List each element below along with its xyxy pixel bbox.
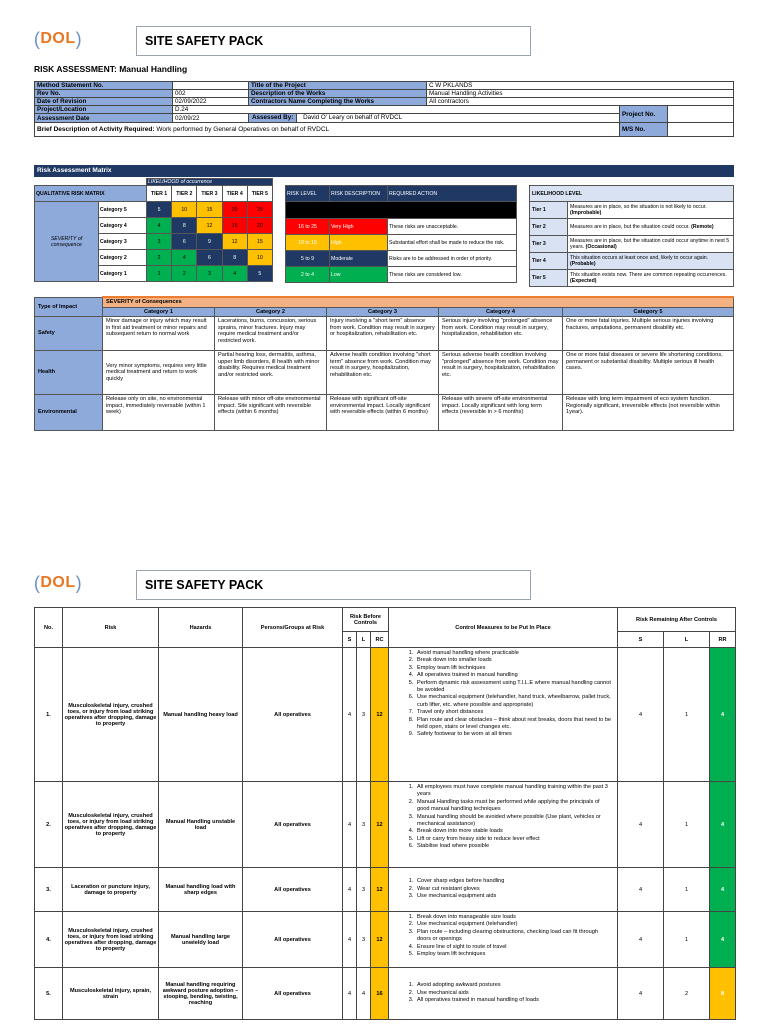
matrix-cell: 12 [197,218,222,234]
matrix-cell: 10 [247,250,272,266]
project-loc-label: Project/Location [35,106,173,114]
rev-value: 002 [173,90,249,98]
risk-level-header: RISK LEVEL [286,186,330,202]
sev-cell: Serious adverse health condition involving "prolonged" absence from work. Condition may result in surgery, hospitalization, rehabilitation etc. [439,351,563,395]
rev-label: Rev No. [35,90,173,98]
risk-desc: Very High [330,219,388,235]
col-persons: Persons/Groups at Risk [243,608,343,648]
likelihood-occurrence-label: LIKELIHOOD of occurrence [147,179,273,186]
category-label: Category 4 [99,218,147,234]
tier-header: TIER 1 [147,186,172,202]
matrix-cell: 4 [147,218,172,234]
matrix-cell: 3 [197,266,222,282]
matrix-cell: 4 [222,266,247,282]
risk-level: 10 to 15 [286,235,330,251]
risk-desc: High [330,235,388,251]
risk-level: 16 to 25 [286,219,330,235]
sev-cell: One or more fatal injuries. Multiple serious injuries involving fractures, amputations, permanent disability etc. [563,317,734,351]
sev-category-header: Category 1 [103,307,215,317]
tier-header: TIER 5 [247,186,272,202]
matrix-cell: 12 [222,234,247,250]
table-row: 3. Laceration or puncture injury, damage to property Manual handling load with sharp edges All operatives 4 3 12 1. Cover sharp edges before handling 2. Wear cut resistant gloves 3. Use mechanical equipment aids 4 1 4 [35,868,736,912]
risk-level-table [285,185,517,283]
severity-consequences-header: SEVERITY of Consequences [103,297,734,307]
severity-label: SEVERITY of consequence [35,202,99,282]
header-table [34,81,734,137]
sev-cell: Minor damage or injury which may result in first aid treatment or minor repairs and subsequent return to normal work [103,317,215,351]
matrix-cell: 6 [197,250,222,266]
ms-no-value [668,123,734,137]
sev-cell: Injury involving a "short term" absence from work. Condition may result in surgery or hospitalization, rehabilitation etc. [327,317,439,351]
matrix-cell: 8 [222,250,247,266]
matrix-cell: 2 [172,266,197,282]
risk-table [34,607,736,1020]
matrix-cell: 9 [197,234,222,250]
sev-cell: Serious injury involving "prolonged" absence from work. Condition may result in surgery, hospitalization, rehabilitation etc. [439,317,563,351]
severity-table [34,296,734,431]
col-risk-before: Risk Before Controls [343,608,389,632]
impact-type: Health [35,351,103,395]
sev-cell: Very minor symptoms, requires very little medical treatment and return to work quickly [103,351,215,395]
risk-desc-header: RISK DESCRIPTION [330,186,388,202]
date-rev-label: Date of Revision [35,98,173,106]
col-s2: S [618,632,664,648]
tier-label: Tier 3 [530,236,568,253]
sev-category-header: Category 5 [563,307,734,317]
sev-category-header: Category 3 [327,307,439,317]
risk-matrix [34,178,273,282]
sev-cell: Lacerations, burns, concussion, serious sprains, minor fractures. Injury may require medical treatment and/or restricted work. [215,317,327,351]
tier-label: Tier 4 [530,253,568,270]
page-title: SITE SAFETY PACK [136,26,531,56]
required-action-header: REQUIRED ACTION [388,186,517,202]
risk-action: Substantial effort shall be made to reduce the risk. [388,235,517,251]
matrix-cell: 20 [222,202,247,218]
impact-type: Safety [35,317,103,351]
matrix-cell: 15 [197,202,222,218]
title-project-value: C W PKLANDS [427,82,734,90]
contractors-label: Contractors Name Completing the Works [249,98,427,106]
col-no: No. [35,608,63,648]
assess-date-label: Assessment Date [35,114,173,123]
sev-cell: Release with significant off-site environmental impact. Locally significant with reversible effects (within 6 months) [327,395,439,431]
matrix-cell: 2 [147,250,172,266]
risk-desc: Moderate [330,251,388,267]
matrix-cell: 15 [247,234,272,250]
risk-level: 5 to 9 [286,251,330,267]
category-label: Category 5 [99,202,147,218]
matrix-cell: 6 [172,234,197,250]
tier-label: Tier 5 [530,270,568,287]
page-title: SITE SAFETY PACK [136,570,531,600]
table-row: 1. Musculoskeletal injury, crushed toes, or injury from load striking operatives after dropping, damage to property Manual handling heavy load All operatives 4 3 12 1. Avoid manual handling where practicable 2. Break down into smaller loads 3. Employ team lift techniques 4. All operatives trained in manual handling 5. Perform dynamic risk assessment using T.I.L.E where manual handling cannot be avoided 6. Use mechanical equipment (telehandler, hand truck, wheelbarrow, pallet truck, curb lifter, etc. where possible and appropriate) 7. Travel only short distances 8. Plan route and clear obstacles – think about rest breaks, doors that need to be held open, stairs or level changes etc. 9. Safety footwear to be worn at all times 4 1 4 [35,648,736,782]
matrix-cell: 20 [247,218,272,234]
contractors-value: All contractors [427,98,734,106]
method-label: Method Statement No. [35,82,173,90]
sev-cell: Release with minor off-site environmental impact. Site significant with reversible effects (within 6 months) [215,395,327,431]
category-label: Category 3 [99,234,147,250]
risk-action: These risks are unacceptable. [388,219,517,235]
sev-category-header: Category 2 [215,307,327,317]
ms-no-label: M/S No. [620,123,668,137]
project-no-value [668,106,734,123]
table-row: 5. Musculoskeletal injury, sprain, strain Manual handling requiring awkward posture adoption – stooping, bending, twisting, reaching All operatives 4 4 16 1. Avoid adopting awkward postures 2. Use mechanical aids 3. All operatives trained in manual handling of loads 4 2 8 [35,968,736,1020]
company-logo: ( DOL ) [33,572,83,593]
sev-cell: Partial hearing loss, dermatitis, asthma, upper limb disorders, ill health with minor disability. Requires medical treatment and/or restricted work. [215,351,327,395]
col-s: S [343,632,357,648]
project-loc-value: D.24 [173,106,620,114]
col-rc: RC [371,632,389,648]
col-control: Control Measures to be Put In Place [389,608,618,648]
method-value [173,82,249,90]
col-l: L [357,632,371,648]
tier-label: Tier 2 [530,219,568,236]
col-hazards: Hazards [159,608,243,648]
matrix-cell: 5 [247,266,272,282]
category-label: Category 1 [99,266,147,282]
col-rr: RR [710,632,736,648]
matrix-cell: 10 [172,202,197,218]
matrix-cell: 5 [147,202,172,218]
category-label: Category 2 [99,250,147,266]
col-risk: Risk [63,608,159,648]
sev-category-header: Category 4 [439,307,563,317]
tier-header: TIER 3 [197,186,222,202]
col-risk-after: Risk Remaining After Controls [618,608,736,632]
sev-cell: One or more fatal diseases or severe life shortening conditions, permanent or substantial disability. Multiple serious ill health cases. [563,351,734,395]
project-no-label: Project No. [620,106,668,123]
risk-desc: Low [330,267,388,283]
table-row: 4. Musculoskeletal injury, crushed toes, or injury from load striking operatives after dropping, damage to property Manual handling large unwieldy load All operatives 4 3 12 1. Break down into manageable size loads 2. Use mechanical equipment (telehandler) 3. Plan route – including clearing obstructions, checking load can fit through doors or openings 4. Ensure line of sight to route of travel 5. Employ team lift techniques 4 1 4 [35,912,736,968]
risk-assessment-heading: RISK ASSESSMENT: Manual Handling [34,64,188,74]
assessed-by-label: Assessed By: [249,114,297,122]
matrix-cell: 4 [172,250,197,266]
impact-type: Environmental [35,395,103,431]
sev-cell: Adverse health condition involving "short term" absence from work. Condition may result in surgery, hospitalization, rehabilitation etc. [327,351,439,395]
date-rev-value: 02/09/2022 [173,98,249,106]
likelihood-header: LIKELIHOOD LEVEL [530,186,734,202]
tier-header: TIER 4 [222,186,247,202]
likelihood-table: LIKELIHOOD LEVEL Tier 1 Measures are in place, so the situation is not likely to occur. (Improbable) Tier 2 Measures are in place, but the situation could occur. (Remote) Tier 3 Measures are in place, but the situation could occur anytime in next 5 years. (Occasional) Tier 4 This situation occurs at least once and, likely to occur again. (Probable) Tier 5 This situation exists now. There are common repeating occurrences. (Expected) [529,185,734,287]
sev-cell: Release with severe off-site environmental impact. Locally significant with long term effects (reversible in > 6 months) [439,395,563,431]
title-project-label: Title of the Project [249,82,427,90]
matrix-title: Risk Assessment Matrix [34,165,734,177]
matrix-cell: 3 [147,234,172,250]
assessed-by-value: David O' Leary on behalf of RVDCL [303,114,403,121]
assess-date-value: 02/09/22 [173,114,249,123]
sev-cell: Release with long term impairment of eco system function. Regionally significant, irreversible effects (not reversible within 1year). [563,395,734,431]
company-logo: ( DOL ) [33,28,83,49]
risk-action: Risks are to be addressed in order of priority. [388,251,517,267]
tier-label: Tier 1 [530,202,568,219]
type-of-impact-header: Type of Impact [35,297,103,317]
brief-row: Brief Description of Activity Required: Work performed by General Operatives on behalf of RVDCL [35,123,620,137]
table-row: 2. Musculoskeletal injury, crushed toes, or injury from load striking operatives after dropping, damage to property Manual Handling unstable load All operatives 4 3 12 1. All employees must have complete manual handling training within the past 3 years 2. Manual Handling tasks must be performed while applying the principals of good manual handling techniques 3. Manual handling should be avoided where possible (Use plant, vehicles or mechanical assistance) 4. Break down into more stable loads 5. Lift or carry from heavy side to reduce lever effect 6. Stabilise load where possible 4 1 4 [35,782,736,868]
sev-cell: Release only on site, no environmental impact, immediately reversable (within 1 week) [103,395,215,431]
desc-works-value: Manual Handling Activities [427,90,734,98]
risk-level: 2 to 4 [286,267,330,283]
matrix-cell: 1 [147,266,172,282]
qualitative-label: QUALITATIVE RISK MATRIX [35,186,147,202]
matrix-cell: 16 [222,218,247,234]
matrix-cell: 8 [172,218,197,234]
tier-header: TIER 2 [172,186,197,202]
matrix-cell: 25 [247,202,272,218]
risk-action: These risks are considered low. [388,267,517,283]
desc-works-label: Description of the Works [249,90,427,98]
col-l2: L [664,632,710,648]
